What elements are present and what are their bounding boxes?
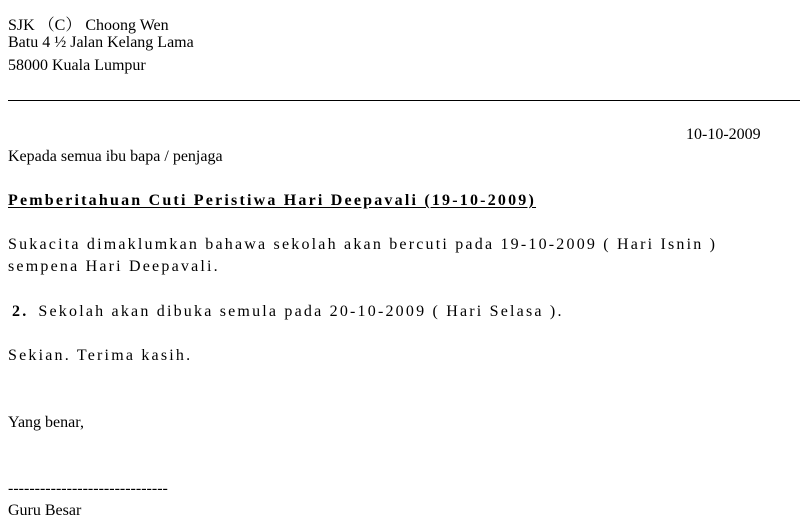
letter-title: Pemberitahuan Cuti Peristiwa Hari Deepavali (19-10-2009) [8, 192, 537, 209]
address-line-1: Batu 4 ½ Jalan Kelang Lama [8, 34, 194, 51]
school-name: SJK （C） Choong Wen [8, 17, 169, 34]
signatory-role: Guru Besar [8, 502, 82, 519]
paragraph-2-text: Sekolah akan dibuka semula pada 20-10-2009 ( Hari Selasa ). [38, 303, 564, 320]
address-line-2: 58000 Kuala Lumpur [8, 57, 146, 74]
recipient-line: Kepada semua ibu bapa / penjaga [8, 148, 223, 165]
paragraph-2-number: 2. [12, 303, 29, 320]
letter-date: 10-10-2009 [686, 126, 761, 143]
salutation: Yang benar, [8, 414, 84, 431]
paragraph-1-line-2: sempena Hari Deepavali. [8, 258, 220, 275]
signature-line: ------------------------------ [8, 480, 168, 497]
header-divider [8, 100, 800, 101]
closing-line: Sekian. Terima kasih. [8, 347, 193, 364]
paragraph-1-line-1: Sukacita dimaklumkan bahawa sekolah akan bercuti pada 19-10-2009 ( Hari Isnin ) [8, 236, 718, 253]
paragraph-2 [12, 303, 564, 321]
